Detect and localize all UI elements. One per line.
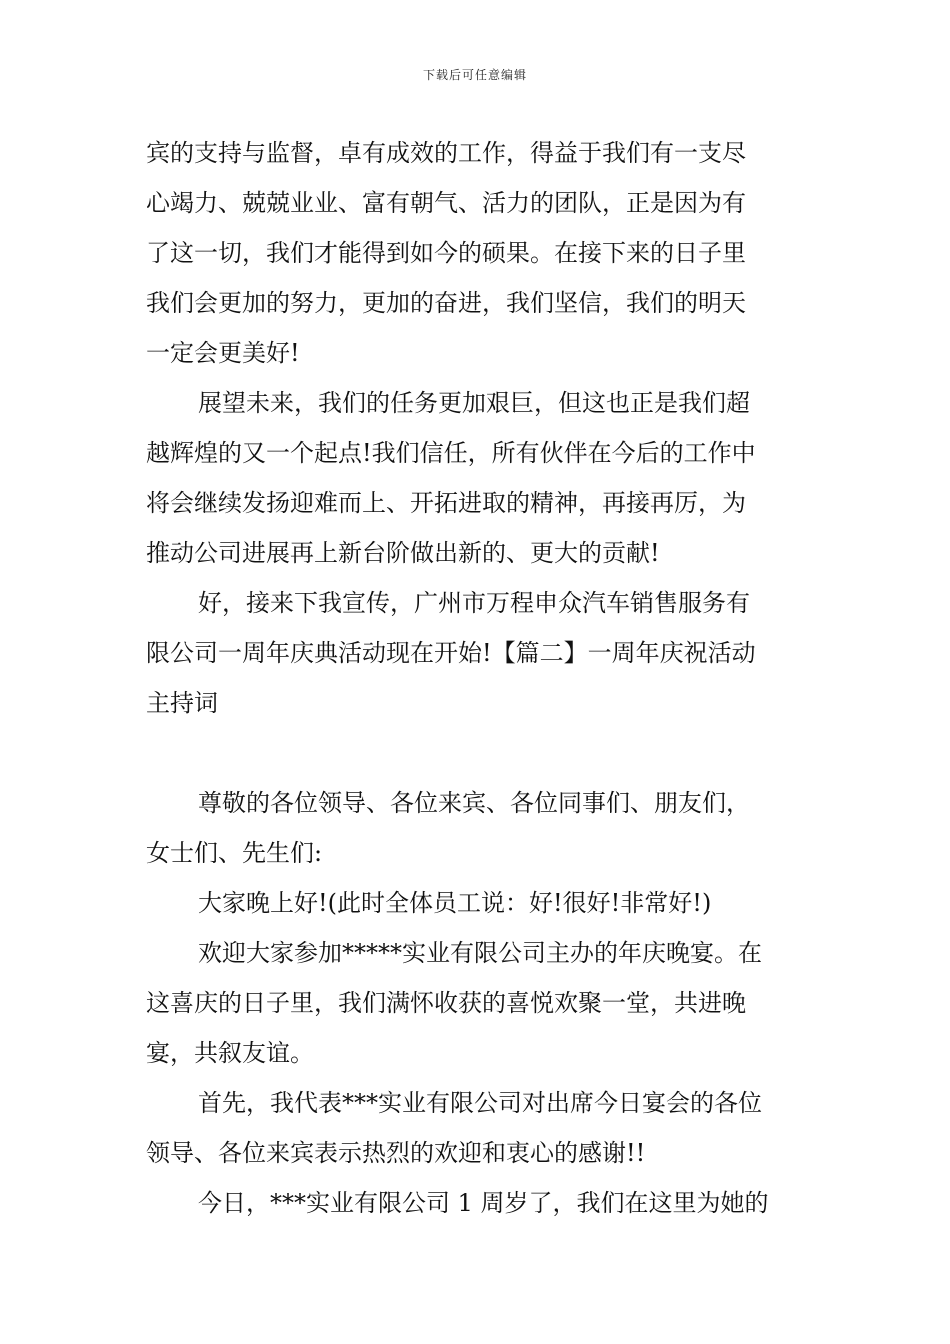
document-body xyxy=(146,128,808,1228)
text-line: 大家晚上好!(此时全体员工说：好!很好!非常好!) xyxy=(198,889,712,917)
text-line: 宴，共叙友谊。 xyxy=(146,1039,314,1067)
paragraph-gap xyxy=(146,728,808,778)
text-line: 尊敬的各位领导、各位来宾、各位同事们、朋友们， xyxy=(198,789,750,817)
text-line: 了这一切，我们才能得到如今的硕果。在接下来的日子里 xyxy=(146,239,746,267)
text-line: 欢迎大家参加*****实业有限公司主办的年庆晚宴。在 xyxy=(198,939,762,967)
text-line: 一定会更美好! xyxy=(146,339,300,367)
text-line: 好，接来下我宣传，广州市万程申众汽车销售服务有 xyxy=(198,589,750,617)
text-line: 领导、各位来宾表示热烈的欢迎和衷心的感谢!! xyxy=(146,1139,646,1167)
text-line: 首先，我代表***实业有限公司对出席今日宴会的各位 xyxy=(198,1089,762,1117)
text-line: 展望未来，我们的任务更加艰巨，但这也正是我们超 xyxy=(198,389,750,417)
text-line: 这喜庆的日子里，我们满怀收获的喜悦欢聚一堂，共进晚 xyxy=(146,989,746,1017)
text-line: 今日，***实业有限公司 1 周岁了，我们在这里为她的 xyxy=(198,1189,769,1217)
text-line: 推动公司进展再上新台阶做出新的、更大的贡献! xyxy=(146,539,660,567)
text-line: 我们会更加的努力，更加的奋进，我们坚信，我们的明天 xyxy=(146,289,746,317)
text-line: 将会继续发扬迎难而上、开拓进取的精神，再接再厉，为 xyxy=(146,489,746,517)
page-header: 下载后可任意编辑 xyxy=(422,68,527,82)
text-line: 女士们、先生们: xyxy=(146,839,323,867)
text-line: 限公司一周年庆典活动现在开始!【篇二】一周年庆祝活动 xyxy=(146,639,756,667)
text-line: 心竭力、兢兢业业、富有朝气、活力的团队，正是因为有 xyxy=(146,189,746,217)
text-line: 越辉煌的又一个起点!我们信任，所有伙伴在今后的工作中 xyxy=(146,439,756,467)
text-line: 主持词 xyxy=(146,689,218,717)
text-line: 宾的支持与监督，卓有成效的工作，得益于我们有一支尽 xyxy=(146,139,746,167)
